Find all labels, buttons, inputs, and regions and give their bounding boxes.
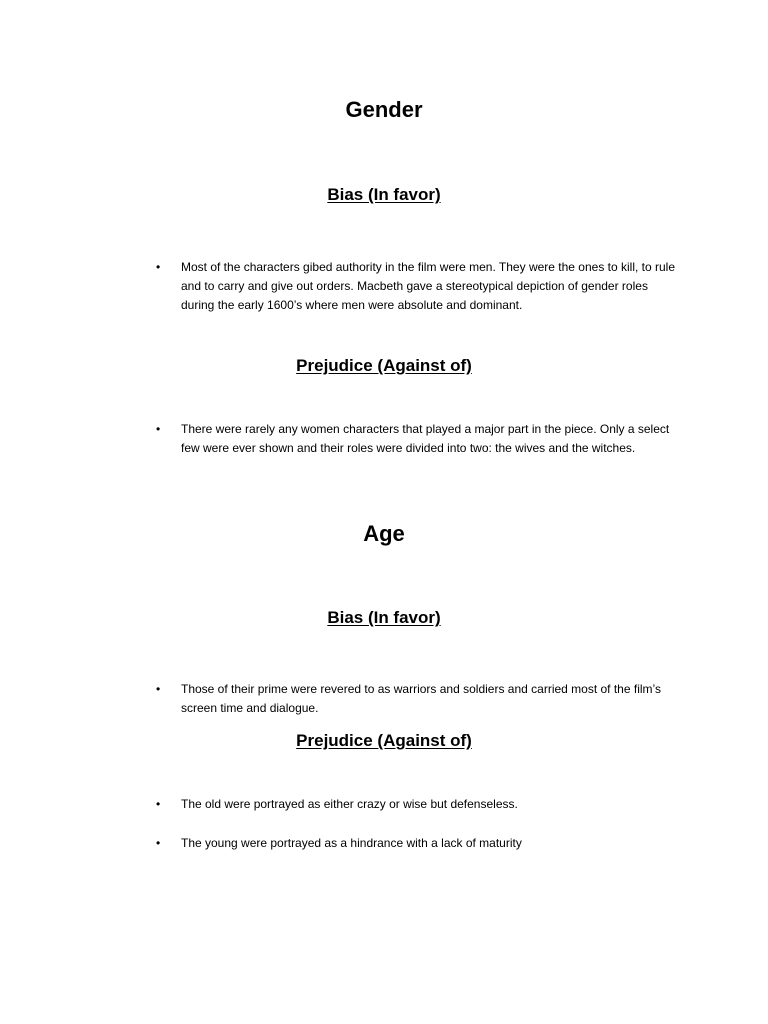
bullet-icon: • — [156, 422, 161, 436]
bullet-icon: • — [156, 797, 161, 811]
subheading-gender-prejudice: Prejudice (Against of) — [296, 356, 472, 375]
subheading-gender-bias: Bias (In favor) — [327, 185, 441, 204]
subheading-age-bias: Bias (In favor) — [327, 608, 441, 627]
list-item-text: There were rarely any women characters that played a major part in the piece. Only a select few were ever shown and their roles were divided into two: the wives and the witches. — [181, 422, 670, 455]
list-item-text: The old were portrayed as either crazy or wise but defenseless. — [181, 797, 518, 811]
section-title-age: Age — [363, 521, 405, 546]
bullet-icon: • — [156, 836, 161, 850]
list-item-text: Those of their prime were revered to as warriors and soldiers and carried most of the film’s screen time and dialogue. — [181, 682, 661, 715]
bullet-icon: • — [156, 260, 161, 274]
list-item-text: Most of the characters gibed authority in the film were men. They were the ones to kill, to rule and to carry and give out orders. Macbeth gave a stereotypical depiction of gender roles during the early 1600’s where men were absolute and dominant. — [181, 260, 676, 312]
bullet-icon: • — [156, 682, 161, 696]
list-item — [156, 680, 676, 718]
list-item — [156, 420, 676, 458]
list-item-text: The young were portrayed as a hindrance with a lack of maturity — [181, 836, 522, 850]
list-item — [156, 258, 676, 315]
section-title-gender: Gender — [345, 97, 423, 122]
list-item — [156, 795, 676, 814]
list-item — [156, 834, 676, 853]
subheading-age-prejudice: Prejudice (Against of) — [296, 731, 472, 750]
